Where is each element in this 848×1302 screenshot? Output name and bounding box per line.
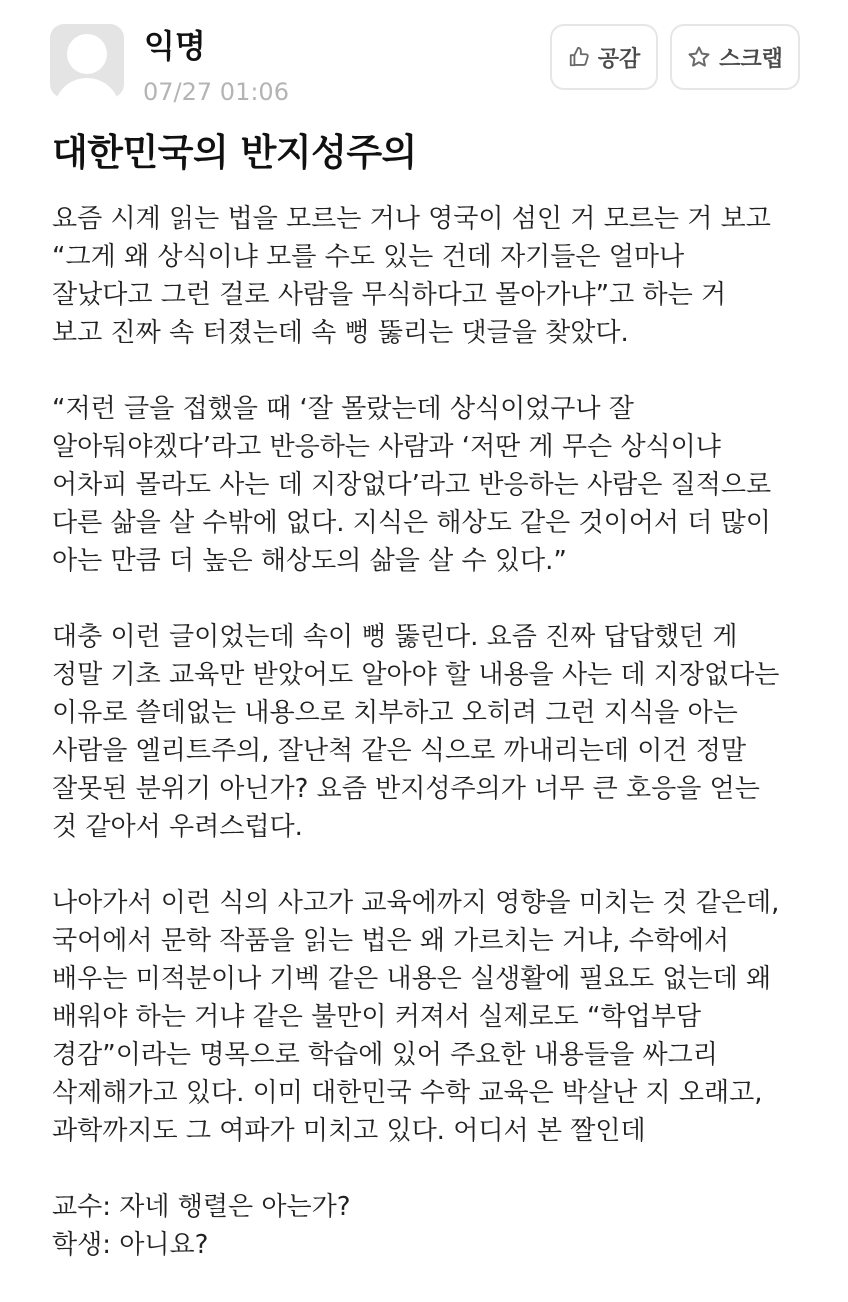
body-text-line: 대충 이런 글이었는데 속이 뻥 뚫린다. 요즘 진짜 답답했던 게 [52,622,738,652]
body-text-line: “저런 글을 접했을 때 ‘잘 몰랐는데 상식이었구나 잘 [52,394,634,424]
body-text-line: 배워야 하는 거냐 같은 불만이 커져서 실제로도 “학업부담 [52,1002,701,1032]
body-paragraph [52,390,812,580]
author-name: 익명 [144,27,206,65]
scrap-label: 스크랩 [719,46,783,72]
body-text-line: 경감”이라는 명목으로 학습에 있어 주요한 내용들을 싸그리 [52,1040,718,1070]
body-paragraph [52,618,812,846]
body-text-line: 이유로 쓸데없는 내용으로 치부하고 오히려 그런 지식을 아는 [52,698,738,728]
body-text-line: 알아둬야겠다’라고 반응하는 사람과 ‘저딴 게 무슨 상식이냐 [52,432,721,462]
body-text-line: 잘났다고 그런 걸로 사람을 무식하다고 몰아가냐”고 하는 거 [52,280,727,310]
post-title: 대한민국의 반지성주의 [52,131,417,174]
body-text-line: 학생: 아니요? [52,1230,209,1260]
body-text-line: 사람을 엘리트주의, 잘난척 같은 식으로 까내리는데 이건 정말 [52,736,747,766]
post-timestamp: 07/27 01:06 [143,78,289,106]
body-text-line: 정말 기초 교육만 받았어도 알아야 할 내용을 사는 데 지장없다는 [52,660,780,690]
thumbs-up-icon [568,46,590,68]
avatar-body-shape [54,78,120,98]
body-text-line: 과학까지도 그 여파가 미치고 있다. 어디서 본 짤인데 [52,1116,646,1146]
body-text-line: 삭제해가고 있다. 이미 대한민국 수학 교육은 박살난 지 오래고, [52,1078,763,1108]
body-paragraph [52,884,812,1150]
body-text-line: “그게 왜 상식이냐 모를 수도 있는 건데 자기들은 얼마나 [52,242,685,272]
body-text-line: 요즘 시계 읽는 법을 모르는 거나 영국이 섬인 거 모르는 거 보고 [52,204,771,234]
star-icon [687,45,711,69]
body-text-line: 것 같아서 우려스럽다. [52,812,303,842]
body-paragraph [52,200,812,352]
body-text-line: 아는 만큼 더 높은 해상도의 삶을 살 수 있다.” [52,546,567,576]
body-text-line: 교수: 자네 행렬은 아는가? [52,1192,351,1222]
body-text-line: 나아가서 이런 식의 사고가 교육에까지 영향을 미치는 것 같은데, [52,888,780,918]
like-label: 공감 [597,46,641,72]
body-text-line: 잘못된 분위기 아닌가? 요즘 반지성주의가 너무 큰 호응을 얻는 [52,774,760,804]
post-header [0,0,848,120]
post-body [52,200,812,1302]
body-text-line: 국어에서 문학 작품을 읽는 법은 왜 가르치는 거냐, 수학에서 [52,926,730,956]
avatar-head-shape [67,34,107,74]
scrap-button[interactable] [670,24,800,90]
body-text-line: 배우는 미적분이나 기벡 같은 내용은 실생활에 필요도 없는데 왜 [52,964,772,994]
anonymous-avatar [50,24,124,98]
like-button[interactable] [550,24,658,90]
body-text-line: 다른 삶을 살 수밖에 없다. 지식은 해상도 같은 것이어서 더 많이 [52,508,771,538]
body-paragraph [52,1188,812,1264]
body-text-line: 어차피 몰라도 사는 데 지장없다’라고 반응하는 사람은 질적으로 [52,470,772,500]
body-text-line: 보고 진짜 속 터졌는데 속 뻥 뚫리는 댓글을 찾았다. [52,318,629,348]
